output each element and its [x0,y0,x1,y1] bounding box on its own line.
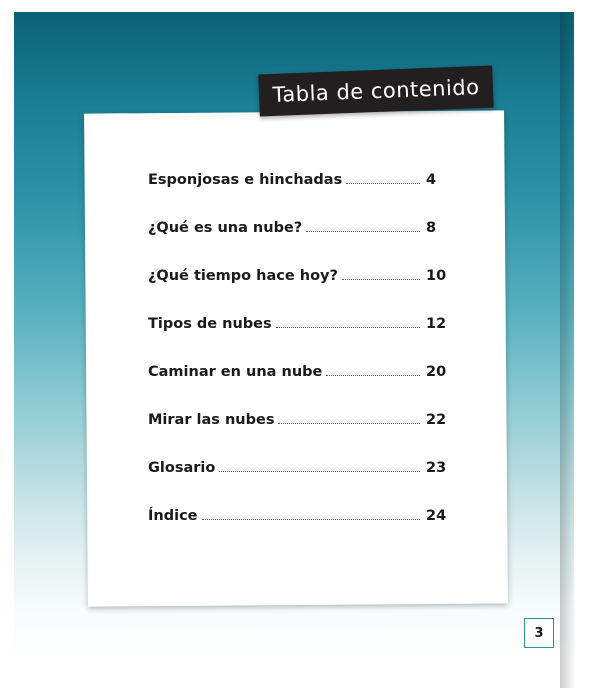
toc-entry-page: 22 [426,412,447,428]
toc-leader-dots [219,470,420,472]
toc-entry [148,220,448,248]
page-number: 3 [534,625,544,641]
toc-entry [148,364,448,392]
toc-entry-page: 12 [426,316,447,332]
toc-leader-dots [346,182,420,184]
toc-entry-title: Caminar en una nube [148,364,323,380]
toc-entry-title: Índice [148,508,198,524]
toc-entry-page: 8 [426,220,437,236]
toc-entry-title: ¿Qué es una nube? [148,220,303,236]
toc-entry [148,508,448,536]
toc-entry-title: Mirar las nubes [148,412,275,428]
toc-leader-dots [326,374,420,376]
toc-entry-title: Esponjosas e hinchadas [148,172,343,188]
toc-entry-title: Tipos de nubes [148,316,272,332]
toc-leader-dots [306,230,420,232]
toc-leader-dots [278,422,420,424]
toc-entry [148,268,448,296]
toc-leader-dots [202,518,421,520]
toc-leader-dots [276,326,420,328]
toc-entry [148,460,448,488]
page-title: Tabla de contenido [272,75,480,107]
toc-entry-title: ¿Qué tiempo hace hoy? [148,268,338,284]
page-number-badge [524,618,554,648]
table-of-contents [148,172,448,556]
toc-entry-page: 24 [426,508,447,524]
page-bottom-shadow [14,672,574,688]
toc-entry-title: Glosario [148,460,216,476]
toc-leader-dots [342,278,420,280]
toc-entry [148,412,448,440]
page-edge-shadow [560,12,576,688]
title-banner [258,66,493,117]
toc-entry-page: 23 [426,460,447,476]
toc-entry-page: 10 [426,268,447,284]
toc-entry [148,172,448,200]
toc-entry [148,316,448,344]
toc-entry-page: 20 [426,364,447,380]
toc-entry-page: 4 [426,172,437,188]
